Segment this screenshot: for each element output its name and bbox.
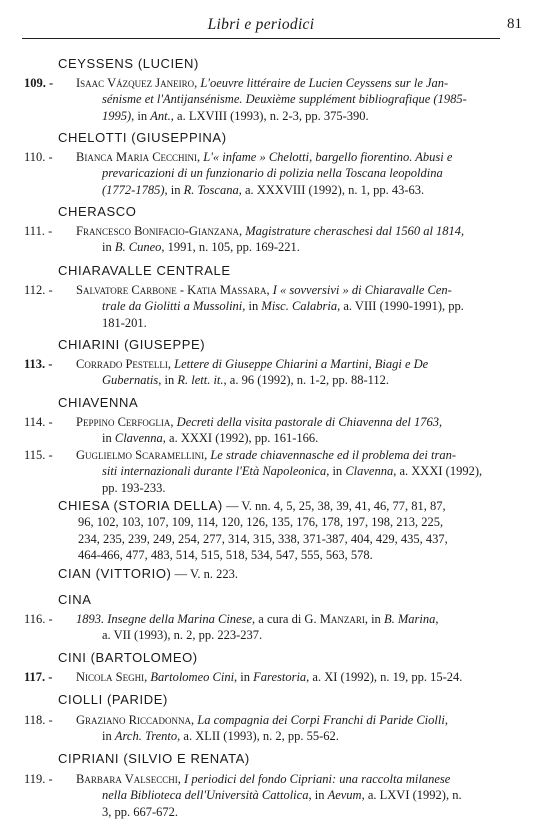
author-name: Barbara Valsecchi [76,772,178,786]
citation-text: , a. LXVI (1992), n. [361,788,462,803]
citation-text: , in [234,670,254,684]
citation-text: , in [131,108,151,123]
section-heading: CHERASCO [58,204,137,219]
title-text: prevaricazioni di un funzionario di polizia nella Toscana leopoldina [102,166,443,181]
title-text: Lettere di Giuseppe Chiarini a Martini, Biagi e De [174,357,429,371]
crossref-chiesa [58,498,500,563]
citation-text: 3, pp. 667-672. [102,804,179,819]
entry-line [76,712,500,728]
entry-number: 110. - [24,150,53,164]
citation-text: , in [326,464,346,479]
title-text: Decreti della visita pastorale di Chiavenna del 1763 [176,415,440,429]
citation-text: , in [164,182,184,197]
citation-text: , [204,448,211,462]
section-heading: CIOLLI (PARIDE) [58,692,168,707]
page-number: 81 [507,16,522,32]
citation-text: , in [364,612,384,626]
author-name: Manzari [319,612,365,626]
title-text: nella Biblioteca dell'Università Cattolica [102,788,309,803]
crossref-line [58,498,500,514]
crossref-line: 464-466, 477, 483, 514, 515, 518, 534, 547, 555, 563, 578. [78,547,373,562]
citation-text: , a. XXXI (1992), [393,464,483,479]
citation-text: , a. XI (1992), n. 19, pp. 15-24. [306,670,463,684]
author-name: Salvatore Carbone - Katia Massara [76,283,267,297]
citation-text: , a. VIII (1990-1991), pp. [337,299,464,314]
entry-number: 118. - [24,713,53,727]
author-name: Guglielmo Scaramellini [76,448,205,462]
entry-line [76,787,500,803]
entry-line [76,804,500,820]
bibliography-entry [24,447,500,496]
bibliography-entry [24,75,500,124]
entry-line [76,223,500,239]
citation-text: in [102,729,115,744]
running-title: Libri e periodici [207,16,315,33]
entry-line [76,356,500,372]
entry-line [76,627,500,643]
entry-number: 115. - [24,448,53,462]
entry-line [76,372,500,388]
citation-text: , in [242,299,262,314]
citation-text: , [170,415,177,429]
crossref-numbers: — V. n. 223. [171,567,239,581]
title-text: I periodici del fondo Cipriani: una raccolta milanese [184,772,451,786]
title-text: I « sovversivi » di Chiaravalle Cen- [272,283,452,297]
section-heading: CHIARINI (GIUSEPPE) [58,337,206,352]
title-text: Clavenna [114,431,163,446]
section-heading: CEYSSENS (LUCIEN) [58,56,199,71]
title-text: R. Toscana [183,182,239,197]
title-text: Farestoria [253,670,307,684]
title-text: siti internazionali durante l'Età Napoleonica [102,464,327,479]
title-text: Bartolomeo Cini [150,670,235,684]
title-text: Ant. [150,108,171,123]
citation-text: , [266,283,273,297]
citation-text: , [167,357,175,371]
author-name: Francesco Bonifacio-Gianzana [76,224,239,238]
crossref-line: 96, 102, 103, 107, 109, 114, 120, 126, 135, 176, 178, 197, 198, 213, 225, [78,515,444,530]
citation-text: , a. 96 (1992), n. 1-2, pp. 88-112. [223,373,390,388]
citation-text: , a. XXXI (1992), pp. 161-166. [162,431,319,446]
citation-text: , 1991, n. 105, pp. 169-221. [161,240,300,255]
citation-text: , [435,612,439,626]
entry-number: 117. - [24,670,53,684]
bibliography-entry [24,356,500,389]
title-text: Magistrature cheraschesi dal 1560 al 1814 [245,224,462,238]
bibliography-entry [24,282,500,331]
citation-text: , [191,713,198,727]
citation-text: , a. LXVIII (1993), n. 2-3, pp. 375-390. [170,108,369,123]
entry-line [76,669,500,685]
entry-line [76,728,500,744]
title-text: Aevum [327,788,362,803]
entry-number: 111. - [24,224,53,238]
title-text: Le strade chiavennasche ed il problema dei tran- [210,448,457,462]
citation-text: , a. XLII (1993), n. 2, pp. 55-62. [177,729,339,744]
title-text: 1995) [102,108,132,123]
title-text: Gubernatis [102,373,159,388]
citation-text: , [144,670,151,684]
title-text: R. lett. it. [177,373,224,388]
crossref-cian [58,566,500,582]
section-heading: CIPRIANI (SILVIO E RENATA) [58,751,250,766]
entry-number: 112. - [24,283,53,297]
author-name: Nicola Seghi [76,670,145,684]
title-text: 1893. Insegne della Marina Cinese [76,612,253,626]
citation-text: , [461,224,465,238]
crossref-numbers: — V. nn. 4, 5, 25, 38, 39, 41, 46, 77, 81, 87, [222,499,446,513]
citation-text: , in [158,373,178,388]
section-heading: CHIESA (STORIA DELLA) [58,498,223,513]
bibliography-entry [24,223,500,256]
citation-text: , [439,415,443,429]
author-name: Graziano Riccadonna [76,713,191,727]
citation-text: , [238,224,246,238]
title-text: Arch. Trento [114,729,178,744]
title-text: Clavenna [345,464,394,479]
citation-text: 181-201. [102,315,147,330]
entry-line [76,298,500,314]
entry-line [76,108,500,124]
entry-line [76,182,500,198]
title-text: L'oeuvre littéraire de Lucien Ceyssens sur le Jan- [200,76,449,90]
entry-number: 114. - [24,415,53,429]
section-heading: CINA [58,592,92,607]
citation-text: pp. 193-233. [102,480,166,495]
title-text: Misc. Calabria [261,299,338,314]
crossref-line: 234, 235, 239, 249, 254, 277, 314, 315, 338, 371-387, 404, 429, 435, 437, [78,531,448,546]
citation-text: , a. XXXVIII (1992), n. 1, pp. 43-63. [238,182,425,197]
citation-text: in [102,240,115,255]
citation-text: , [194,76,201,90]
entry-line [76,315,500,331]
citation-text: , [444,713,448,727]
citation-text: , [177,772,185,786]
bibliography-entry [24,414,500,447]
title-text: (1772-1785) [102,182,165,197]
section-heading: CIAN (VITTORIO) [58,566,172,581]
title-text: sénisme et l'Antijansénisme. Deuxième supplément bibliografique (1985- [102,92,467,107]
entry-line [76,282,500,298]
citation-text: , a cura di G. [252,612,320,626]
title-text: La compagnia dei Corpi Franchi di Paride Ciolli [197,713,445,727]
entry-line [76,430,500,446]
citation-text: a. VII (1993), n. 2, pp. 223-237. [102,628,263,643]
author-name: Corrado Pestelli [76,357,168,371]
bibliography-entry [24,771,500,820]
section-heading: CHIAVENNA [58,395,139,410]
title-text: L'« infame » Chelotti, bargello fiorentino. Abusi e [203,150,453,164]
title-text: trale da Giolitti a Mussolini [102,299,243,314]
entry-number: 113. - [24,357,53,371]
entry-line [76,414,500,430]
section-heading: CHELOTTI (GIUSEPPINA) [58,130,227,145]
author-name: Bianca Maria Cecchini [76,150,198,164]
entry-line [76,91,500,107]
citation-text: , in [308,788,328,803]
entry-number: 116. - [24,612,53,626]
citation-text: , [197,150,204,164]
entry-line [76,239,500,255]
author-name: Isaac Vázquez Janeiro [76,76,195,90]
title-text: B. Marina [383,612,436,626]
title-text: B. Cuneo [114,240,162,255]
entry-line [76,611,500,627]
entry-line [76,149,500,165]
bibliography-entry [24,149,500,198]
section-heading: CINI (BARTOLOMEO) [58,650,198,665]
author-name: Peppino Cerfoglia [76,415,171,429]
bibliography-entry [24,611,500,644]
bibliography-entry [24,712,500,745]
entry-line [76,771,500,787]
entry-line [76,463,500,479]
section-heading: CHIARAVALLE CENTRALE [58,263,231,278]
entry-line [76,75,500,91]
bibliography-entry [24,669,500,685]
entry-number: 119. - [24,772,53,786]
entry-line [76,480,500,496]
entry-line [76,447,500,463]
citation-text: in [102,431,115,446]
entry-line [76,165,500,181]
entry-number: 109. - [24,76,54,90]
